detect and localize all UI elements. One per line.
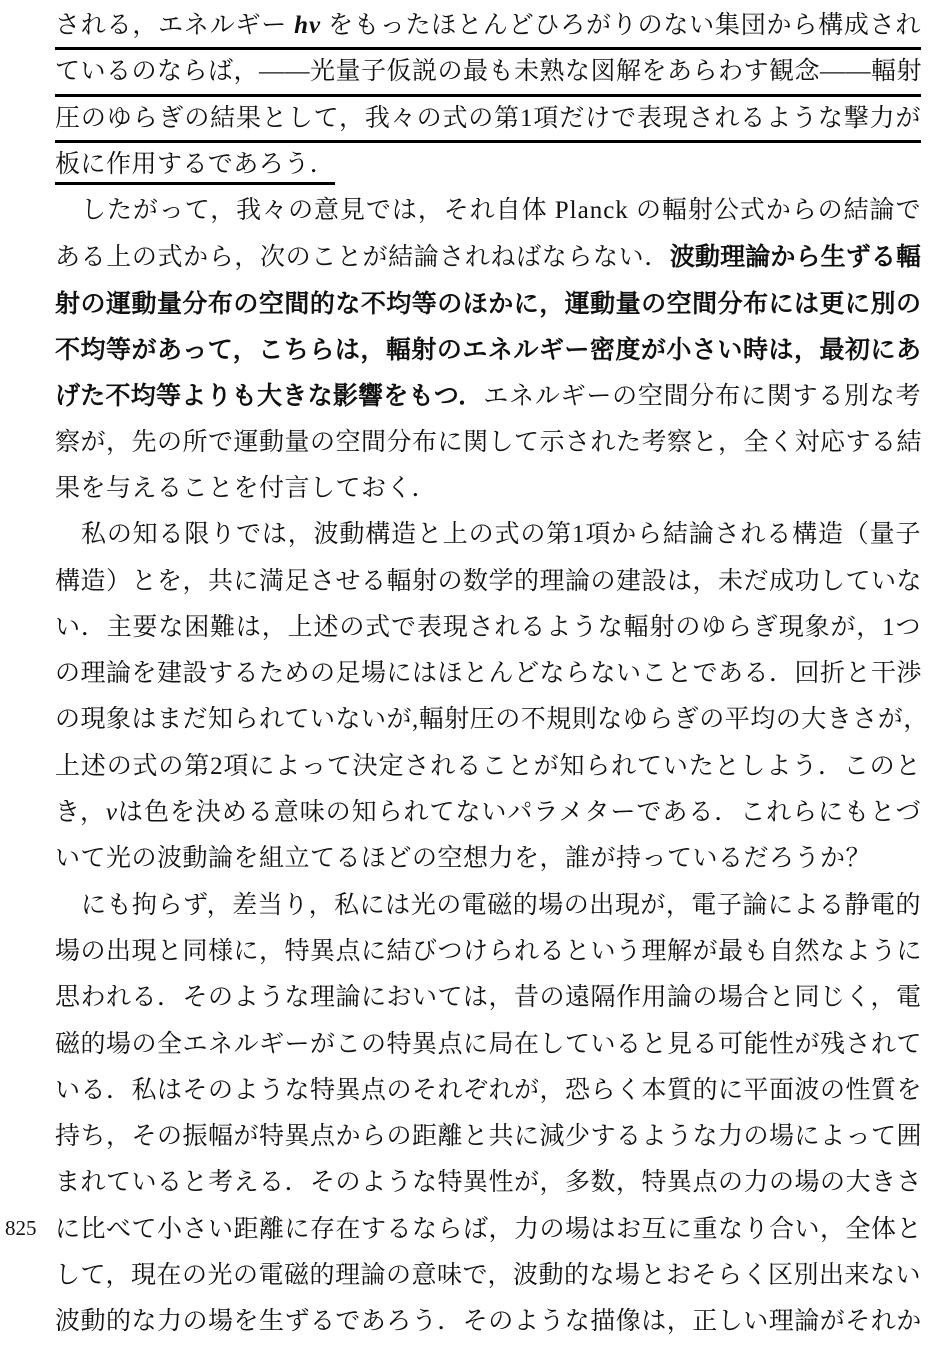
text-line <box>55 189 921 235</box>
text-segment: げた不均等よりも大きな影響をもつ． <box>55 381 484 411</box>
page-text <box>55 4 929 1346</box>
text-segment: 思われる．そのような理論においては，昔の遠隔作用論の場合と同じく，電 <box>55 984 922 1012</box>
text-line <box>55 791 921 837</box>
text-line <box>55 745 921 791</box>
text-segment: の理論を建設するための足場にはほとんどならないことである．回折と干渉 <box>55 660 923 688</box>
underlined-text <box>55 151 335 185</box>
text-segment: いる．私はそのような特異点のそれぞれが，恐らく本質的に平面波の性質を <box>55 1076 923 1104</box>
text-segment: いて光の波動論を組立てるほどの空想力を，誰が持っているだろうか？ <box>55 845 872 873</box>
text-line <box>55 976 921 1022</box>
text-segment: 波動的な力の場を生ずるであろう．そのような描像は，正しい理論がそれか <box>55 1308 922 1336</box>
text-line <box>55 606 921 652</box>
text-line <box>55 1254 921 1300</box>
text-segment: 板に作用するであろう． <box>55 150 336 178</box>
text-segment: い．主要な困難は，上述の式で表現されるような輻射のゆらぎ現象が，1つ <box>55 613 921 641</box>
text-line <box>55 1023 921 1069</box>
text-line <box>55 652 921 698</box>
text-line <box>55 560 921 606</box>
text-line <box>55 282 921 328</box>
text-line <box>55 884 921 930</box>
text-line <box>55 467 921 513</box>
text-line <box>55 698 929 744</box>
text-line <box>55 235 921 281</box>
text-segment: ているのならば，――光量子仮説の最も未熟な図解をあらわす観念――輻射 <box>55 58 923 86</box>
text-line <box>55 421 921 467</box>
text-line <box>55 143 921 189</box>
text-segment: エネルギーの空間分布に関する別な考 <box>483 383 921 411</box>
text-segment: 波動理論から生ずる輻 <box>669 242 921 272</box>
text-segment: まれていると考える．そのような特異性が，多数，特異点の力の場の大きさ <box>55 1169 923 1197</box>
text-segment: 果を与えることを付言しておく． <box>55 474 438 502</box>
text-line <box>55 374 921 420</box>
text-segment: にも拘らず，差当り，私には光の電磁的場の出現が，電子論による静電的 <box>81 891 921 919</box>
text-segment: される，エネルギー <box>55 12 295 39</box>
text-line <box>55 4 921 50</box>
text-segment: 察が，先の所で運動量の空間分布に関して示された考察と，全く対応する結 <box>55 428 923 456</box>
text-line <box>55 513 921 559</box>
text-line <box>55 1069 921 1115</box>
text-segment: したがって，我々の意見では，それ自体 <box>81 197 555 225</box>
text-segment: ある上の式から，次のことが結論されねばならない． <box>55 244 670 272</box>
text-segment: 構造）とを，共に満足させる輻射の数学的理論の建設は，未だ成功していな <box>55 567 923 595</box>
text-segment: の現象はまだ知られていないが,輻射圧の不規則なゆらぎの平均の大きさが， <box>55 706 929 734</box>
text-line <box>55 1161 921 1207</box>
text-segment: に比べて小さい距離に存在するならば，力の場はお互に重なり合い，全体と <box>55 1215 923 1243</box>
text-segment: は色を決める意味の知られてないパラメターである．これらにもとづ <box>117 799 921 827</box>
text-line <box>55 1115 921 1161</box>
text-segment: ν <box>105 799 118 827</box>
page-number: 825 <box>5 1216 37 1240</box>
text-segment: 上述の式の第2項によって決定されることが知られていたとしよう．このと <box>55 752 921 780</box>
text-segment: をもったほとんどひろがりのない集団から構成され <box>321 12 921 39</box>
text-segment: き， <box>55 799 106 827</box>
text-segment: 射の運動量分布の空間的な不均等のほかに，運動量の空間分布には更に別の <box>55 288 921 318</box>
text-line <box>55 328 921 374</box>
text-line <box>55 1300 921 1346</box>
text-segment: 場の出現と同様に，特異点に結びつけられるという理解が最も自然なように <box>55 937 923 965</box>
text-segment: 持ち，その振幅が特異点からの距離と共に減少するような力の場によって囲 <box>55 1123 923 1151</box>
text-segment: 不均等があって，こちらは，輻射のエネルギー密度が小さい時は，最初にあ <box>55 335 921 365</box>
text-segment: 圧のゆらぎの結果として，我々の式の第1項だけで表現されるような撃力が <box>55 104 921 132</box>
text-segment: の輻射公式からの結論で <box>628 197 921 225</box>
text-segment: Planck <box>554 197 629 225</box>
text-line <box>55 930 921 976</box>
text-line <box>55 97 921 143</box>
text-line <box>55 1208 921 1254</box>
text-segment: hν <box>294 12 322 39</box>
text-segment: 私の知る限りでは，波動構造と上の式の第1項から結論される構造（量子 <box>81 521 921 549</box>
text-segment: して，現在の光の電磁的理論の意味で，波動的な場とおそらく区別出来ない <box>55 1262 922 1290</box>
text-line <box>55 837 921 883</box>
text-segment: 磁的場の全エネルギーがこの特異点に局在していると見る可能性が残されて <box>55 1030 923 1058</box>
text-line <box>55 50 921 96</box>
